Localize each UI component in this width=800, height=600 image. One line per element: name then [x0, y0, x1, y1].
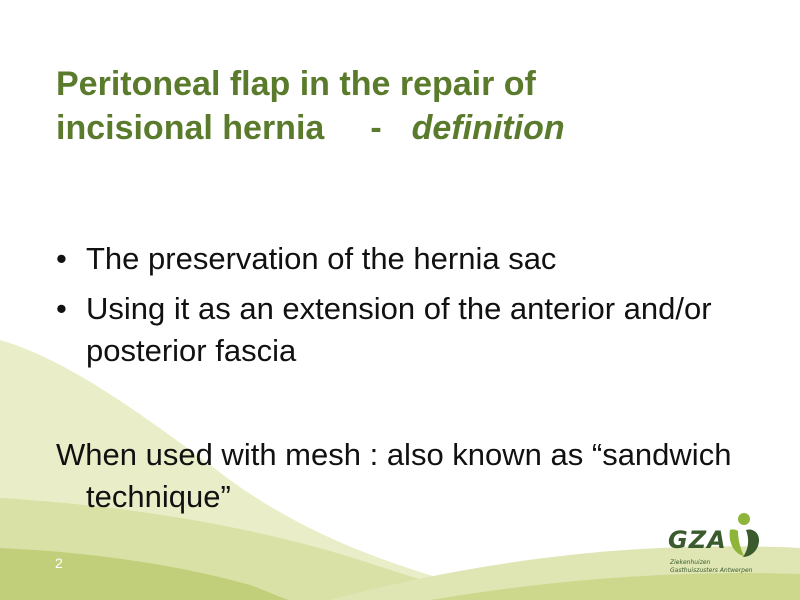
logo-figure-icon	[726, 512, 762, 560]
bullet-list	[56, 238, 756, 380]
gza-logo	[668, 512, 768, 582]
page-number: 2	[55, 555, 63, 571]
bullet-item	[56, 238, 756, 280]
logo-subtitle-line-1: Ziekenhuizen	[670, 559, 711, 566]
title-line-2	[56, 106, 756, 150]
mesh-statement: When used with mesh : also known as “sandwich technique”	[56, 437, 732, 514]
title-definition: definition	[411, 109, 565, 147]
bullet-marker: •	[56, 241, 67, 276]
bullet-item	[56, 288, 756, 372]
title-line-2-main: incisional hernia	[56, 109, 325, 147]
bullet-marker: •	[56, 291, 67, 326]
title-line-1: Peritoneal flap in the repair of	[56, 65, 536, 103]
slide-title	[56, 62, 756, 150]
bullet-text: Using it as an extension of the anterior and/or posterior fascia	[86, 291, 712, 368]
bullet-text: The preservation of the hernia sac	[86, 241, 557, 276]
title-separator: -	[370, 109, 382, 147]
logo-subtitle-line-2: Gasthuiszusters Antwerpen	[670, 567, 753, 574]
logo-text: GZA	[668, 526, 727, 554]
